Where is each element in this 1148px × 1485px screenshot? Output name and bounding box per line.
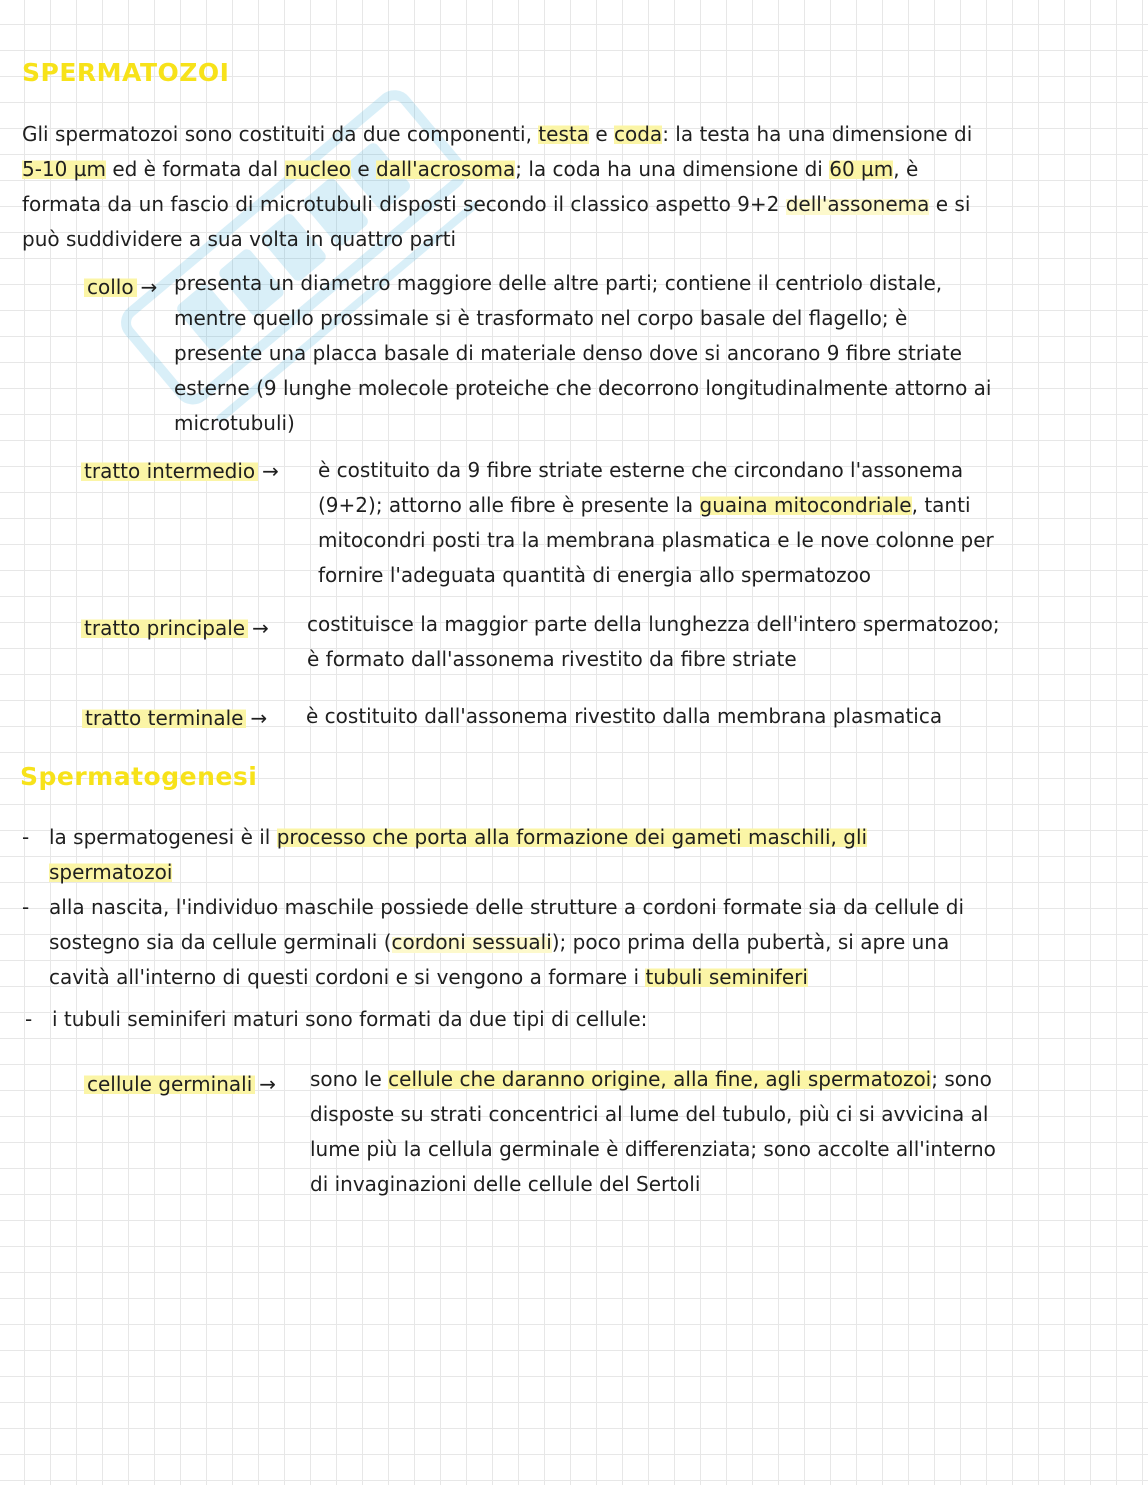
collo-line-1: presenta un diametro maggiore delle altre parti; contiene il centriolo distale, [174, 271, 943, 295]
bullet-marker: - [22, 825, 30, 849]
collo-line-2: mentre quello prossimale si è trasformato nel corpo basale del flagello; è [174, 306, 908, 330]
term-tratto-intermedio: tratto intermedio → [81, 454, 283, 489]
bullet-2-line-1: alla nascita, l'individuo maschile possiede delle strutture a cordoni formate sia da cellule di [49, 895, 965, 919]
terminale-line-1: è costituito dall'assonema rivestito dalla membrana plasmatica [306, 704, 943, 728]
bullet-marker: - [25, 1007, 33, 1031]
highlight-nucleo: nucleo [284, 157, 352, 181]
highlight-acrosoma: dall'acrosoma [376, 157, 516, 181]
highlight-assonema: dell'assonema [785, 192, 930, 216]
term-collo: collo → [84, 270, 161, 305]
bullet-1-line-2: spermatozoi [49, 860, 173, 884]
principale-line-2: è formato dall'assonema rivestito da fibre striate [307, 647, 797, 671]
germinali-line-1: sono le cellule che daranno origine, alla fine, agli spermatozoi; sono [310, 1067, 992, 1091]
intermedio-line-4: fornire l'adeguata quantità di energia allo spermatozoo [318, 563, 872, 587]
section-title-spermatogenesi: Spermatogenesi [20, 762, 258, 791]
intro-line-4: può suddividere a sua volta in quattro parti [22, 227, 457, 251]
highlight-testa: testa [538, 122, 589, 146]
principale-line-1: costituisce la maggior parte della lunghezza dell'intero spermatozoo; [307, 612, 1000, 636]
arrow-icon: → [259, 1072, 277, 1096]
intro-line-3: formata da un fascio di microtubuli disposti secondo il classico aspetto 9+2 dell'assonema e si [22, 192, 971, 216]
highlight-processo: processo che porta alla formazione dei gameti maschili, gli [276, 825, 868, 849]
collo-line-4: esterne (9 lunghe molecole proteiche che decorrono longitudinalmente attorno ai [174, 376, 992, 400]
highlight-coda: coda [614, 122, 663, 146]
arrow-icon: → [252, 616, 269, 640]
highlight-cellule-origine: cellule che daranno origine, alla fine, agli spermatozoi [388, 1067, 932, 1091]
section-title-spermatozoi: SPERMATOZOI [22, 58, 230, 87]
bullet-3-line-1: i tubuli seminiferi maturi sono formati da due tipi di cellule: [52, 1007, 648, 1031]
highlight-cordoni: cordoni sessuali [391, 930, 552, 954]
germinali-line-4: di invaginazioni delle cellule del Sertoli [310, 1172, 701, 1196]
intermedio-line-1: è costituito da 9 fibre striate esterne che circondano l'assonema [318, 458, 964, 482]
bullet-2-line-3: cavità all'interno di questi cordoni e si vengono a formare i tubuli seminiferi [49, 965, 808, 989]
arrow-icon: → [250, 706, 268, 730]
collo-line-3: presente una placca basale di materiale denso dove si ancorano 9 fibre striate [174, 341, 962, 365]
highlight-guaina: guaina mitocondriale [699, 493, 912, 517]
highlight-tubuli: tubuli seminiferi [645, 965, 808, 989]
germinali-line-3: lume più la cellula germinale è differenziata; sono accolte all'interno [310, 1137, 996, 1161]
term-cellule-germinali: cellule germinali → [84, 1067, 280, 1102]
term-tratto-principale: tratto principale → [81, 611, 273, 646]
arrow-icon: → [262, 459, 279, 483]
bullet-2-line-2: sostegno sia da cellule germinali (cordoni sessuali); poco prima della pubertà, si apre una [49, 930, 950, 954]
intermedio-line-3: mitocondri posti tra la membrana plasmatica e le nove colonne per [318, 528, 994, 552]
intermedio-line-2: (9+2); attorno alle fibre è presente la guaina mitocondriale, tanti [318, 493, 971, 517]
arrow-icon: → [140, 275, 158, 299]
intro-line-2: 5-10 µm ed è formata dal nucleo e dall'acrosoma; la coda ha una dimensione di 60 µm, è [22, 157, 919, 181]
intro-line-1: Gli spermatozoi sono costituiti da due componenti, testa e coda: la testa ha una dimensione di [22, 122, 973, 146]
collo-line-5: microtubuli) [174, 411, 295, 435]
germinali-line-2: disposte su strati concentrici al lume del tubulo, più ci si avvicina al [310, 1102, 989, 1126]
term-tratto-terminale: tratto terminale → [82, 701, 271, 736]
bullet-1-line-1: la spermatogenesi è il processo che porta alla formazione dei gameti maschili, gli [49, 825, 868, 849]
bullet-marker: - [22, 895, 30, 919]
